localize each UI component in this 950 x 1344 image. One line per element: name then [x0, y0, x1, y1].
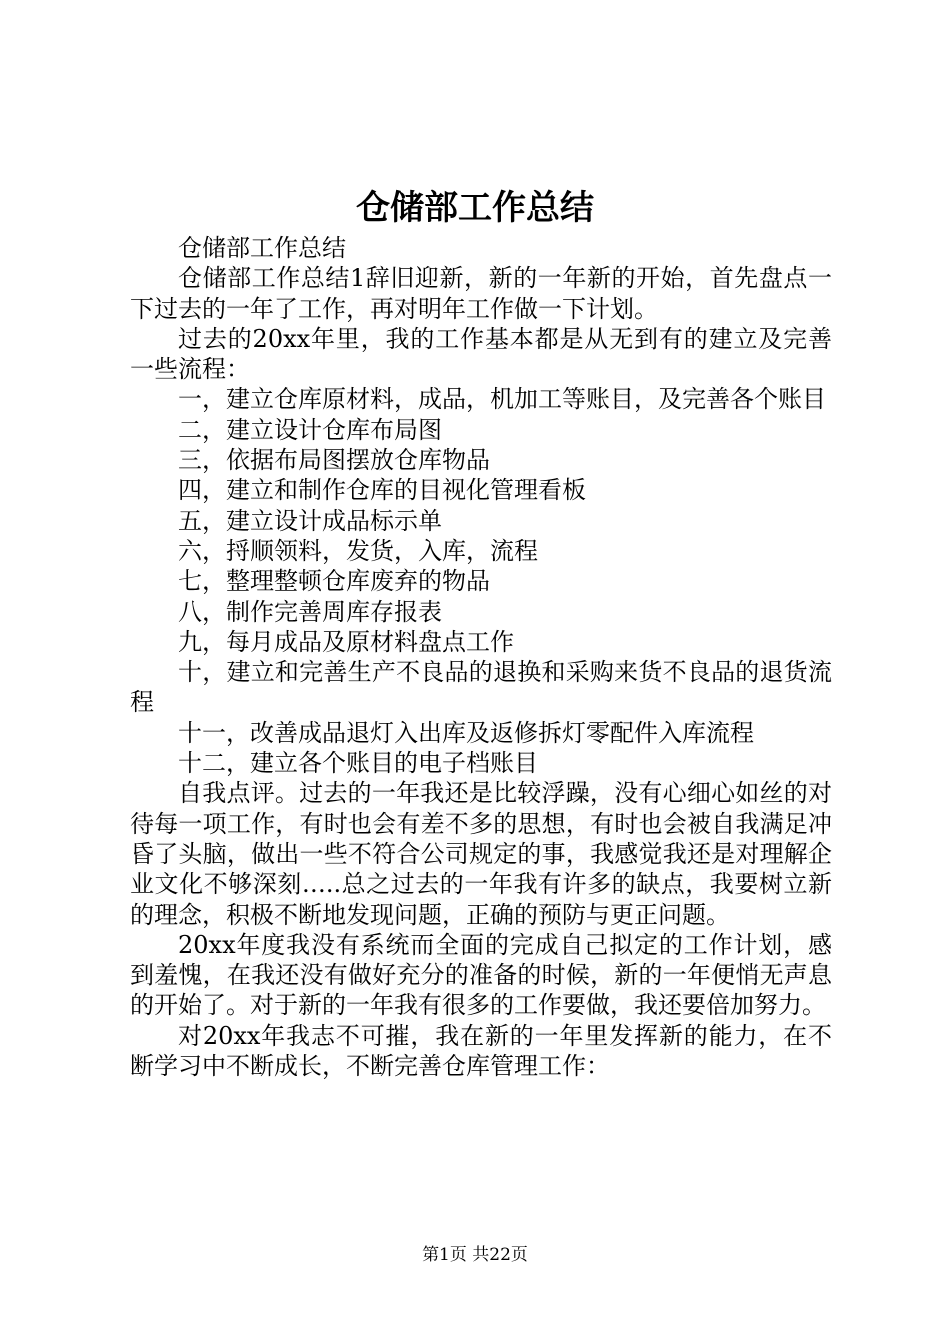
- list-item: 五，建立设计成品标示单: [178, 506, 442, 535]
- document-title: 仓储部工作总结: [356, 188, 594, 228]
- list-item: 一，建立仓库原材料，成品，机加工等账目，及完善各个账目: [178, 385, 826, 414]
- list-item: 四，建立和制作仓库的目视化管理看板: [178, 476, 586, 505]
- paragraph: 仓储部工作总结1辞旧迎新，新的一年新的开始，首先盘点一下过去的一年了工作，再对明年工作做一下计划。: [130, 264, 832, 323]
- page-number-footer: 第1页 共22页: [422, 1245, 528, 1265]
- list-item: 六，捋顺领料，发货，入库，流程: [178, 536, 538, 565]
- paragraph: 仓储部工作总结: [178, 234, 346, 262]
- list-item: 十二，建立各个账目的电子档账目: [178, 749, 538, 778]
- list-item: 七，整理整顿仓库废弃的物品: [178, 567, 490, 596]
- list-item: 八，制作完善周库存报表: [178, 597, 442, 626]
- paragraph: 自我点评。过去的一年我还是比较浮躁，没有心细心如丝的对待每一项工作，有时也会有差不多的思想，有时也会被自我满足冲昏了头脑，做出一些不符合公司规定的事，我感觉我还是对理解企业文化不够深刻…..总之过去的一年我有许多的缺点，我要树立新的理念，积极不断地发现问题，正确的预防与更正问题。: [130, 779, 832, 929]
- list-item: 十一，改善成品退灯入出库及返修拆灯零配件入库流程: [178, 718, 754, 747]
- list-item: 十，建立和完善生产不良品的退换和采购来货不良品的退货流程: [130, 658, 832, 717]
- list-item: 三，依据布局图摆放仓库物品: [178, 446, 490, 475]
- document-body: [130, 233, 832, 1081]
- list-item: 九，每月成品及原材料盘点工作: [178, 627, 514, 656]
- paragraph: 对20xx年我志不可摧，我在新的一年里发挥新的能力，在不断学习中不断成长，不断完善仓库管理工作：: [130, 1021, 832, 1081]
- paragraph: 20xx年度我没有系统而全面的完成自己拟定的工作计划，感到羞愧，在我还没有做好充分的准备的时候，新的一年便悄无声息的开始了。对于新的一年我有很多的工作要做，我还要倍加努力。: [130, 930, 832, 1020]
- list-item: 二，建立设计仓库布局图: [178, 415, 442, 444]
- paragraph: 过去的20xx年里，我的工作基本都是从无到有的建立及完善一些流程：: [130, 324, 832, 384]
